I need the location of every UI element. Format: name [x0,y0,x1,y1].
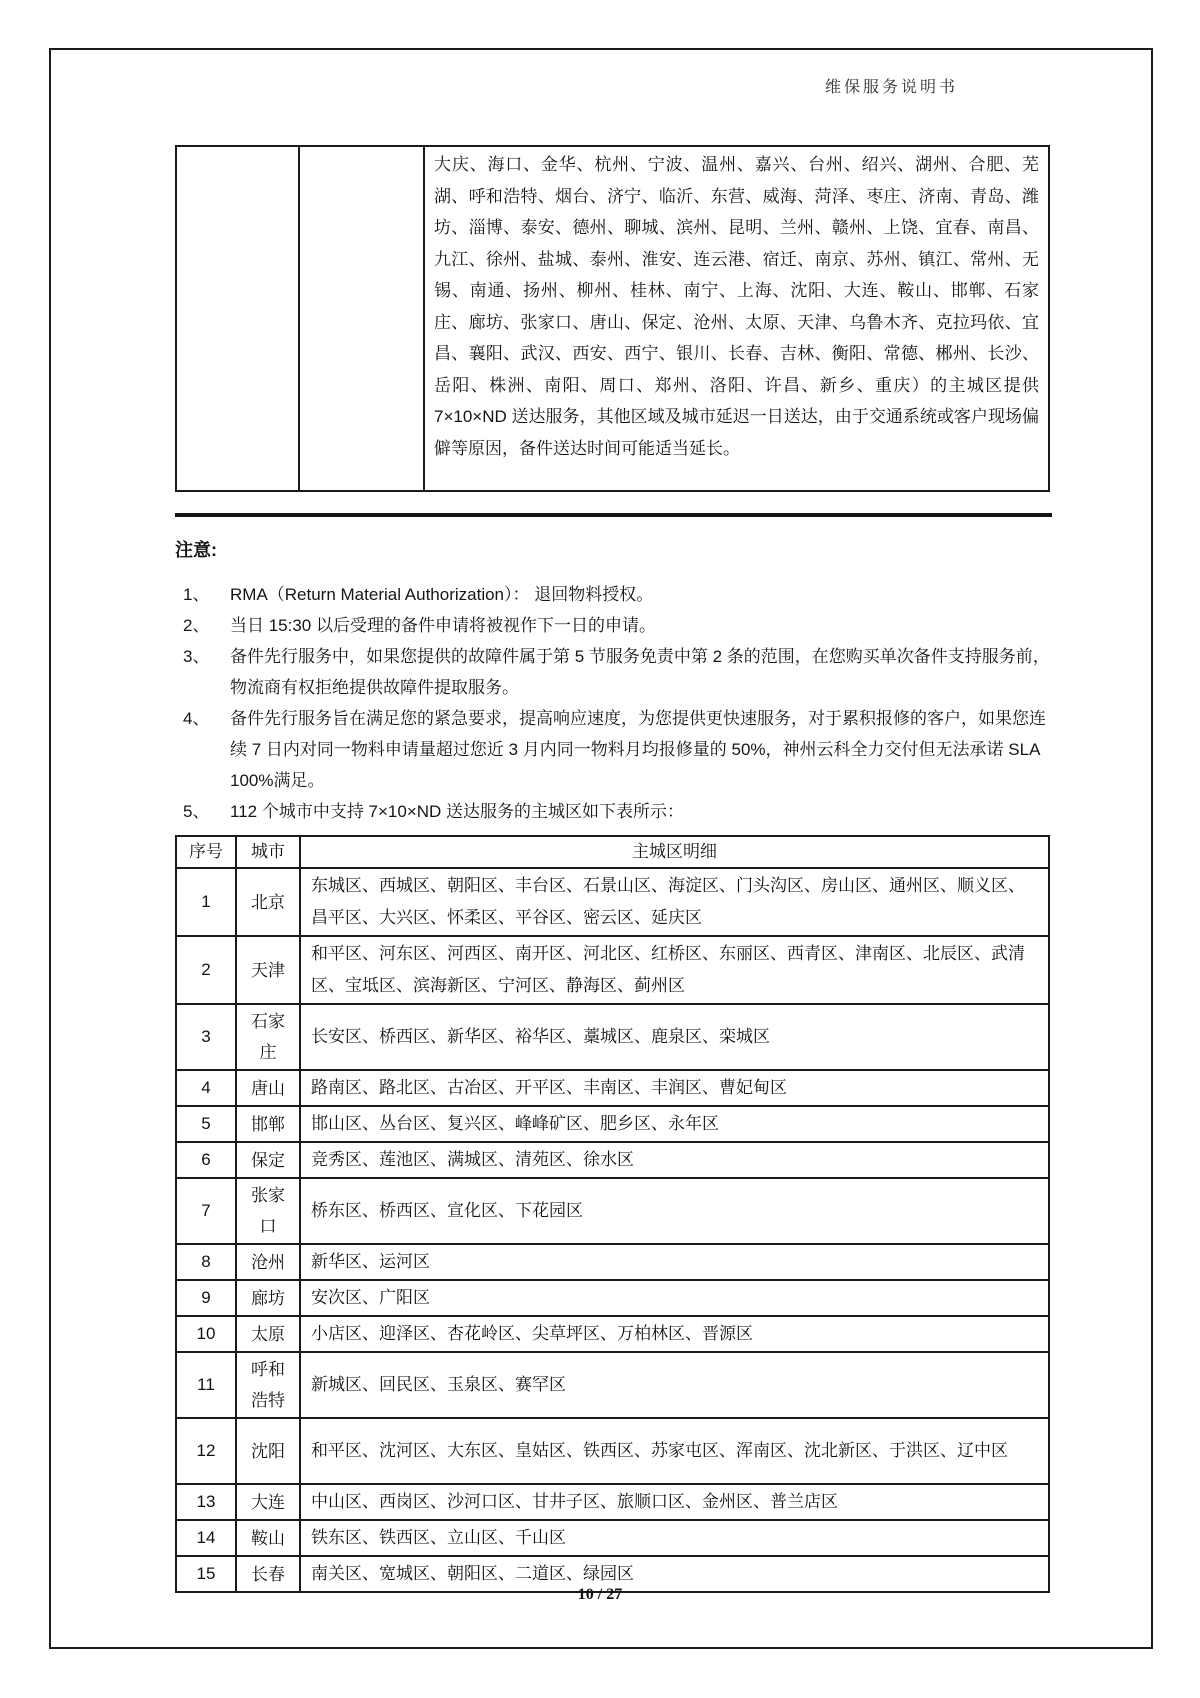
row-districts: 桥东区、桥西区、宣化区、下花园区 [300,1178,1049,1244]
note-item-1 [175,579,1052,610]
row-city: 北京 [236,868,300,936]
row-city: 保定 [236,1142,300,1178]
row-no: 7 [176,1178,236,1244]
table-row [176,1244,1049,1280]
note-number: 1、 [183,585,210,604]
note-text: 备件先行服务旨在满足您的紧急要求，提高响应速度，为您提供更快速服务，对于累积报修的客户，如果您连续 7 日内对同一物料申请量超过您近 3 月内同一物料月均报修量的 50%，神州云科全力交付但无法承诺 SLA 100%满足。 [230,709,1046,790]
row-city: 太原 [236,1316,300,1352]
city-list-text: 大庆、海口、金华、杭州、宁波、温州、嘉兴、台州、绍兴、湖州、合肥、芜湖、呼和浩特、烟台、济宁、临沂、东营、威海、菏泽、枣庄、济南、青岛、潍坊、淄博、泰安、德州、聊城、滨州、昆明、兰州、赣州、上饶、宜春、南昌、九江、徐州、盐城、泰州、淮安、连云港、宿迁、南京、苏州、镇江、常州、无锡、南通、扬州、柳州、桂林、南宁、上海、沈阳、大连、鞍山、邯郸、石家庄、廊坊、张家口、唐山、保定、沧州、太原、天津、乌鲁木齐、克拉玛依、宜昌、襄阳、武汉、西安、西宁、银川、长春、吉林、衡阳、常德、郴州、长沙、岳阳、株洲、南阳、周口、郑州、洛阳、许昌、新乡、重庆）的主城区提供 7×10×ND 送达服务，其他区域及城市延迟一日送达，由于交通系统或客户现场偏僻等原因，备件送达时间可能适当延长。 [434,155,1039,458]
empty-cell-1 [176,146,299,491]
note-number: 3、 [183,647,210,666]
row-districts: 和平区、河东区、河西区、南开区、河北区、红桥区、东丽区、西青区、津南区、北辰区、武清区、宝坻区、滨海新区、宁河区、静海区、蓟州区 [300,936,1049,1004]
city-districts-table [175,835,1050,1593]
table-row [176,1142,1049,1178]
row-city: 长春 [236,1556,300,1592]
note-item-2 [175,610,1052,641]
row-districts: 长安区、桥西区、新华区、裕华区、藁城区、鹿泉区、栾城区 [300,1004,1049,1070]
row-city: 天津 [236,936,300,1004]
table-end-rule [175,513,1052,517]
row-districts: 小店区、迎泽区、杏花岭区、尖草坪区、万柏林区、晋源区 [300,1316,1049,1352]
note-text: 备件先行服务中，如果您提供的故障件属于第 5 节服务免责中第 2 条的范围，在您购买单次备件支持服务前，物流商有权拒绝提供故障件提取服务。 [230,647,1050,697]
row-no: 1 [176,868,236,936]
row-no: 8 [176,1244,236,1280]
row-districts: 路南区、路北区、古冶区、开平区、丰南区、丰润区、曹妃甸区 [300,1070,1049,1106]
row-districts: 和平区、沈河区、大东区、皇姑区、铁西区、苏家屯区、浑南区、沈北新区、于洪区、辽中区 [300,1418,1049,1484]
notes-heading: 注意: [175,540,217,560]
row-city: 鞍山 [236,1520,300,1556]
continued-delivery-table [175,145,1050,492]
row-districts: 东城区、西城区、朝阳区、丰台区、石景山区、海淀区、门头沟区、房山区、通州区、顺义区、昌平区、大兴区、怀柔区、平谷区、密云区、延庆区 [300,868,1049,936]
row-city: 沧州 [236,1244,300,1280]
empty-cell-2 [299,146,424,491]
row-no: 5 [176,1106,236,1142]
note-text: RMA（Return Material Authorization）： 退回物料授权。 [230,585,654,604]
table-row [176,1178,1049,1244]
note-number: 2、 [183,616,210,635]
row-districts: 邯山区、丛台区、复兴区、峰峰矿区、肥乡区、永年区 [300,1106,1049,1142]
row-no: 14 [176,1520,236,1556]
header-no: 序号 [176,836,236,868]
row-no: 11 [176,1352,236,1418]
row-no: 6 [176,1142,236,1178]
table-row [176,1484,1049,1520]
page-header-title: 维保服务说明书 [824,79,958,96]
row-city: 邯郸 [236,1106,300,1142]
row-districts: 中山区、西岗区、沙河口区、甘井子区、旅顺口区、金州区、普兰店区 [300,1484,1049,1520]
table-row [176,1004,1049,1070]
note-text: 112 个城市中支持 7×10×ND 送达服务的主城区如下表所示： [230,802,685,821]
notes-section [175,537,1052,827]
row-city: 唐山 [236,1070,300,1106]
table-row [176,1106,1049,1142]
row-no: 13 [176,1484,236,1520]
note-item-4 [175,703,1052,796]
row-no: 3 [176,1004,236,1070]
table-row [176,146,1049,491]
note-number: 4、 [183,709,210,728]
row-no: 4 [176,1070,236,1106]
row-no: 10 [176,1316,236,1352]
header-districts: 主城区明细 [300,836,1049,868]
row-districts: 南关区、宽城区、朝阳区、二道区、绿园区 [300,1556,1049,1592]
table-row [176,1418,1049,1484]
table-row [176,1316,1049,1352]
row-districts: 铁东区、铁西区、立山区、千山区 [300,1520,1049,1556]
table-row [176,1520,1049,1556]
note-item-5 [175,796,1052,827]
row-districts: 竞秀区、莲池区、满城区、清苑区、徐水区 [300,1142,1049,1178]
table-header-row [176,836,1049,868]
table-row [176,1070,1049,1106]
row-no: 9 [176,1280,236,1316]
table-row [176,936,1049,1004]
row-city: 石家庄 [236,1004,300,1070]
page-number: 10 / 27 [577,1586,623,1603]
row-no: 12 [176,1418,236,1484]
note-item-3 [175,641,1052,703]
table-row [176,1352,1049,1418]
note-number: 5、 [183,802,210,821]
table-row [176,1280,1049,1316]
row-districts: 新华区、运河区 [300,1244,1049,1280]
row-no: 15 [176,1556,236,1592]
row-city: 廊坊 [236,1280,300,1316]
row-city: 呼和浩特 [236,1352,300,1418]
note-text: 当日 15:30 以后受理的备件申请将被视作下一日的申请。 [230,616,656,635]
row-city: 沈阳 [236,1418,300,1484]
row-no: 2 [176,936,236,1004]
row-city: 张家口 [236,1178,300,1244]
row-districts: 新城区、回民区、玉泉区、赛罕区 [300,1352,1049,1418]
row-districts: 安次区、广阳区 [300,1280,1049,1316]
city-list-cell [424,146,1049,491]
table-row [176,868,1049,936]
row-city: 大连 [236,1484,300,1520]
header-city: 城市 [236,836,300,868]
